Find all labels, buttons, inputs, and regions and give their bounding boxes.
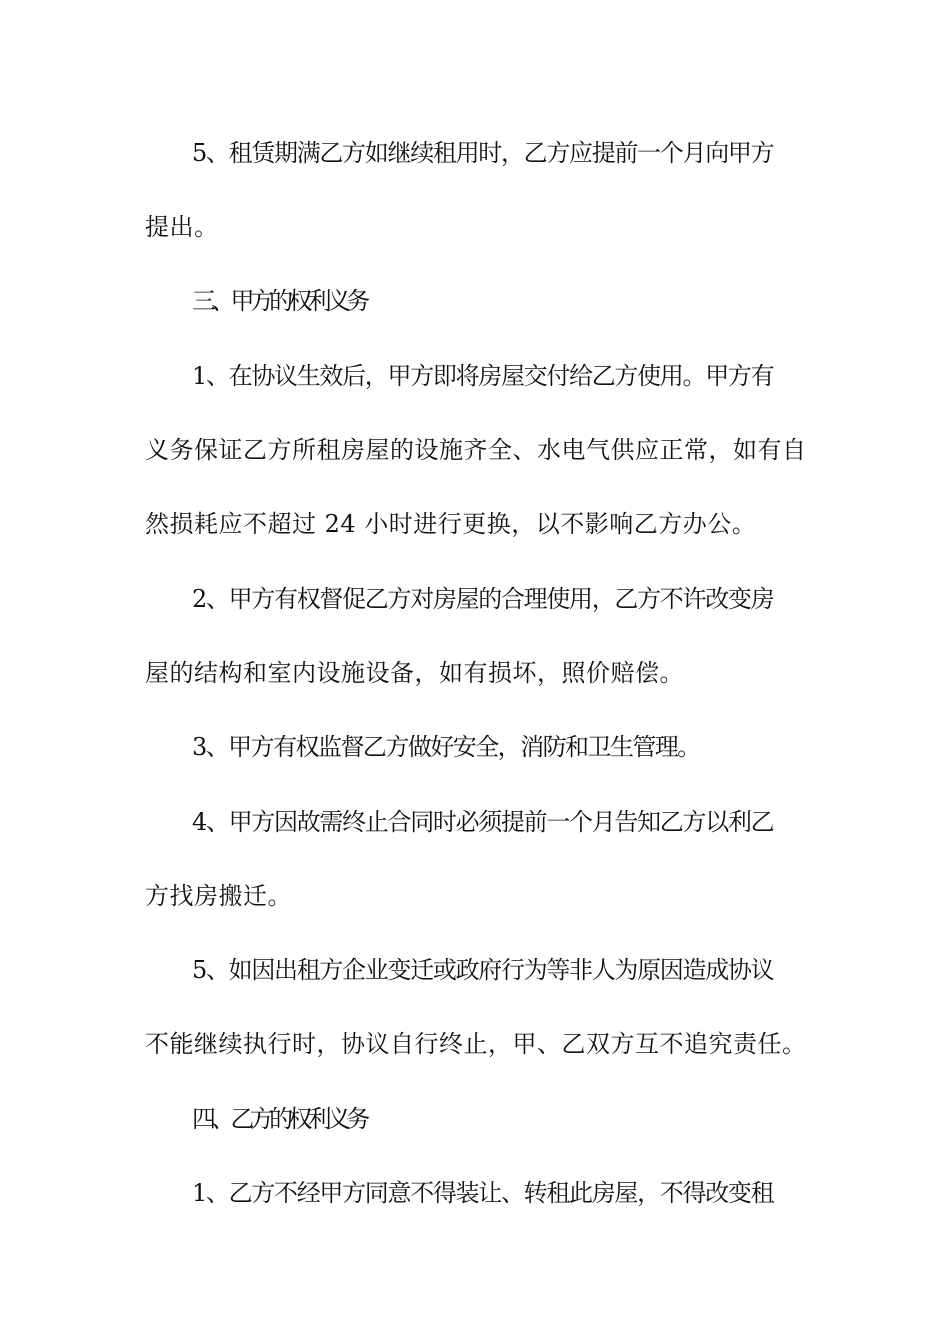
clause-4-1-line-1: 1、乙方不经甲方同意不得装让、转租此房屋，不得改变租 (192, 1179, 774, 1207)
clause-2-5-line-1: 5、租赁期满乙方如继续租用时，乙方应提前一个月向甲方 (192, 139, 774, 167)
clause-3-2-line-1: 2、甲方有权督促乙方对房屋的合理使用，乙方不许改变房 (192, 585, 774, 613)
clause-3-1-line-2: 义务保证乙方所租房屋的设施齐全、水电气供应正常，如有自 (145, 436, 807, 464)
clause-3-5-line-1: 5、如因出租方企业变迁或政府行为等非人为原因造成协议 (192, 956, 774, 984)
clause-3-3-line-1: 3、甲方有权监督乙方做好安全，消防和卫生管理。 (192, 733, 700, 761)
clause-3-1-line-1: 1、在协议生效后，甲方即将房屋交付给乙方使用。甲方有 (192, 362, 774, 390)
section-heading-4: 四、乙方的权利义务 (192, 1105, 366, 1133)
clause-3-5-line-2: 不能继续执行时，协议自行终止，甲、乙双方互不追究责任。 (145, 1030, 807, 1058)
clause-2-5-line-2: 提出。 (145, 213, 219, 241)
clause-3-1-line-3: 然损耗应不超过 24 小时进行更换，以不影响乙方办公。 (145, 510, 757, 538)
clause-3-4-line-1: 4、甲方因故需终止合同时必须提前一个月告知乙方以利乙 (192, 808, 774, 836)
section-heading-3: 三、甲方的权利义务 (192, 287, 366, 315)
clause-3-4-line-2: 方找房搬迁。 (145, 882, 292, 910)
clause-3-2-line-2: 屋的结构和室内设施设备，如有损坏，照价赔偿。 (145, 659, 684, 687)
